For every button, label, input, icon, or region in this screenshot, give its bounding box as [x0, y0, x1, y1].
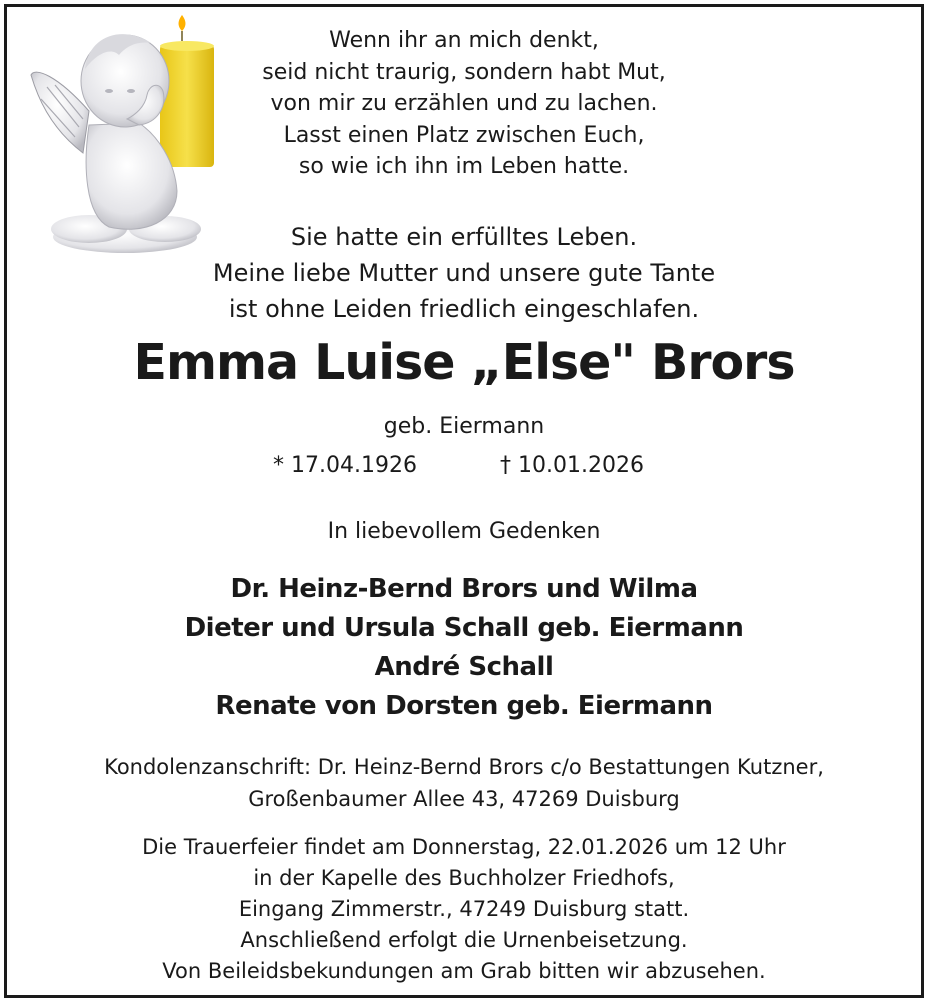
poem-line: Lasst einen Platz zwischen Euch, — [283, 122, 645, 148]
service-line: Eingang Zimmerstr., 47249 Duisburg statt. — [238, 897, 690, 921]
birth-date: * 17.04.1926 — [273, 453, 417, 478]
address-line: Großenbaumer Allee 43, 47269 Duisburg — [248, 787, 680, 811]
poem-line: so wie ich ihn im Leben hatte. — [298, 154, 630, 179]
service-line: Von Beileidsbekundungen am Grab bitten wir abzusehen. — [162, 959, 766, 983]
intro-line: Meine liebe Mutter und unsere gute Tante — [212, 259, 716, 287]
mourner-name: Dieter und Ursula Schall geb. Eiermann — [184, 613, 744, 643]
poem-line: seid nicht traurig, sondern habt Mut, — [262, 59, 666, 85]
life-dates — [7, 453, 921, 485]
service-line: in der Kapelle des Buchholzer Friedhofs, — [253, 866, 675, 890]
mourner-name: Renate von Dorsten geb. Eiermann — [215, 691, 713, 721]
poem-line: von mir zu erzählen und zu lachen. — [270, 91, 658, 116]
obituary-frame — [4, 4, 924, 998]
memory-line: In liebevollem Gedenken — [327, 519, 601, 544]
birth-name: geb. Eiermann — [383, 414, 545, 439]
intro-line: ist ohne Leiden friedlich eingeschlafen. — [228, 295, 700, 323]
service-info — [7, 832, 921, 987]
address-line: Kondolenzanschrift: Dr. Heinz-Bernd Brors c/o Bestattungen Kutzner, — [104, 755, 824, 779]
poem — [7, 25, 921, 183]
deceased-name: Emma Luise „Else" Brors — [133, 334, 795, 391]
mourners-list — [7, 570, 921, 726]
poem-line: Wenn ihr an mich denkt, — [329, 28, 599, 53]
mourner-name: André Schall — [374, 652, 554, 682]
condolence-address — [7, 751, 921, 815]
service-line: Die Trauerfeier findet am Donnerstag, 22.01.2026 um 12 Uhr — [142, 835, 786, 859]
death-date: † 10.01.2026 — [500, 453, 644, 478]
intro-line: Sie hatte ein erfülltes Leben. — [290, 223, 638, 251]
intro-text — [7, 219, 921, 327]
service-line: Anschließend erfolgt die Urnenbeisetzung. — [240, 928, 688, 952]
mourner-name: Dr. Heinz-Bernd Brors und Wilma — [230, 574, 698, 604]
